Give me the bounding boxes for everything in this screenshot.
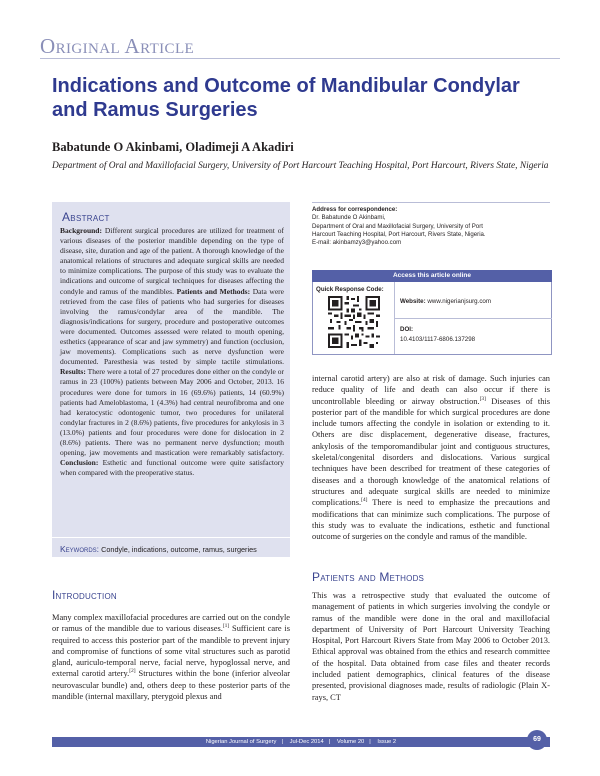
- keywords-label: Keywords:: [60, 544, 100, 554]
- footer-citation: Nigerian Journal of Surgery | Jul-Dec 2014 | Volume 20 | Issue 2: [205, 739, 397, 745]
- correspondence-block: [312, 206, 550, 247]
- website-label: Website:: [400, 298, 426, 305]
- keywords: [60, 544, 288, 554]
- access-divider-horizontal: [395, 318, 552, 319]
- abstract-conclusion: Esthetic and functional outcome were quite satisfactory when compared with the preoperative status.: [60, 458, 284, 478]
- correspondence-name: Dr. Babatunde O Akinbami,: [312, 214, 386, 222]
- abstract-body: [60, 226, 284, 478]
- website-link[interactable]: www.nigerianjsurg.com: [427, 298, 492, 305]
- citation-ref[interactable]: [4]: [361, 497, 368, 504]
- doi-value[interactable]: 10.4103/1117-6806.137298: [400, 336, 476, 343]
- methods-heading: Patients and Methods: [312, 570, 425, 584]
- author-affiliation: Department of Oral and Maxillofacial Surgery, University of Port Harcourt Teaching Hospital, Port Harcourt, Rivers State, Nigeria: [52, 161, 549, 171]
- article-type-label: Original Article: [40, 34, 195, 58]
- doi-label: DOI:: [400, 326, 414, 333]
- footer-volume: Volume 20: [336, 739, 365, 745]
- article-title: Indications and Outcome of Mandibular Condylar and Ramus Surgeries: [52, 75, 520, 121]
- correspondence-heading: Address for correspondence:: [312, 206, 398, 213]
- access-online-heading: Access this article online: [312, 270, 552, 282]
- abstract-results: There were a total of 27 procedures done either on the condyle or ramus in 23 (100%) patients between May 2006 and October, 2013. 16 procedures were done for tumors in 16 (69.6%) patients, 14 (60.9%) patients had Ameloblastoma, 1 (4.3%) had central neurofibroma and one had keratocystic odontogenic tumor, two procedures for unilateral condylar fractures in 2 (8.6%) patients, five procedures for ankylosis in 3 (13.0%) patients and four procedures were done for dislocation in 2 (8.6%) patients. There was no permanent nerve dysfunction; mouth opening, jaw movements and mastication were remarkably satisfactory.: [60, 367, 284, 458]
- correspondence-address-1: Department of Oral and Maxillofacial Surgery, University of Port: [312, 222, 483, 230]
- citation-ref[interactable]: [1]: [222, 623, 230, 630]
- correspondence-address-2: Harcourt Teaching Hospital, Port Harcourt, Rivers State, Nigeria.: [312, 230, 486, 238]
- footer-date: Jul-Dec 2014: [289, 739, 324, 745]
- page-number-badge: 69: [527, 730, 547, 750]
- citation-ref[interactable]: [3]: [479, 395, 486, 402]
- abstract-results-label: Results:: [60, 367, 86, 377]
- abstract-heading: Abstract: [62, 210, 110, 224]
- footer-issue: Issue 2: [377, 739, 397, 745]
- correspondence-divider: [312, 202, 550, 203]
- correspondence-email[interactable]: E-mail: akinbamzy3@yahoo.com: [312, 239, 402, 247]
- qr-code-label: Quick Response Code:: [316, 286, 384, 293]
- introduction-text: Many complex maxillofacial procedures are carried out on the condyle or ramus of the mandible due to various diseases.[1] Sufficient care is required to access this posterior part of the mandible to prevent injury and compromise of functions of some vital structures such as parotid gland, auriculo-temporal nerve, facial nerve, hypoglossal nerve, and external carotid artery.[2] Structures within the bone (inferior alveolar neurovascular bundle) and, others deep to these posterior parts of the mandible (internal maxillary, pterygoid plexus and: [52, 613, 290, 702]
- author-list: Babatunde O Akinbami, Oladimeji A Akadiri: [52, 140, 294, 154]
- introduction-continued: internal carotid artery) are also at risk of damage. Such injuries can reduce quality of life and death can also occur if there is uncontrollable bleeding or airway obstruction.[3] Diseases of this posterior part of the mandible for which surgical procedures are done include tumors affecting the condyle in isolation or extending to it. Others are disc displacement, degenerative disease, fractures, ankylosis of the temporomandibular joint and contiguous structures, skeletal/congenital disorders and dislocations. Various surgical techniques have been described for treatment of these categories of diseases and a thorough knowledge of the anatomical relations of structures and adequate surgical skills are needed to minimize complications.[4] There is need to emphasize the precautions and modifications that can minimize such complications. The purpose of this study was to evaluate the indications, esthetic and functional outcome of surgeries on the condyle and ramus of the mandible.: [312, 374, 550, 542]
- abstract-background: Different surgical procedures are utilized for treatment of various diseases of the posterior mandible depending on the type of disease, site, duration and age of the patient. A thorough knowledge of the anatomical relations of structures and adequate surgical skills are needed to minimize complications. The purpose of this study was to evaluate the indications and outcome of surgical techniques for diseases affecting the condyle and ramus of the mandibles.: [60, 226, 284, 296]
- header-divider: [40, 58, 560, 59]
- website-line: [400, 298, 491, 305]
- abstract-conclusion-label: Conclusion:: [60, 458, 99, 468]
- methods-text: This was a retrospective study that evaluated the outcome of management of patients in which surgeries involving the condyle or ramus of the mandible were done in the oral and maxillofacial department of University of Port Harcourt University Teaching Hospital, Port Harcourt Rivers State from May 2006 to October 2013. Ethical approval was obtained from the ethics and research committee of the hospital. Data obtained from case files and theater records included patient demographics, clinical features of the disease presented, provisional diagnoses made, results of radiologic (Plain X-rays, CT: [312, 591, 550, 702]
- qr-code-icon[interactable]: [328, 296, 380, 348]
- citation-ref[interactable]: [2]: [129, 668, 136, 675]
- abstract-methods: Data were retrieved from the case files of patients who had surgeries for diseases involving the ramus/condylar area of the mandible. The diagnosis/indications for surgery, procedure and postoperative outcomes were documented. Outcomes assessed were related to mouth opening, esthetics (appearance of scar and jaw symmetry) and function (occlusion, jaw movements). Complications such as nerve dysfunction were documented. Paresthesia was tested by simple tactile stimulations.: [60, 286, 285, 367]
- abstract-background-label: Background:: [60, 226, 102, 235]
- footer-journal: Nigerian Journal of Surgery: [205, 739, 277, 745]
- keywords-divider: [52, 537, 290, 538]
- keywords-list: Condyle, indications, outcome, ramus, surgeries: [101, 545, 257, 554]
- introduction-heading: Introduction: [52, 588, 117, 602]
- abstract-methods-label: Patients and Methods:: [176, 286, 251, 296]
